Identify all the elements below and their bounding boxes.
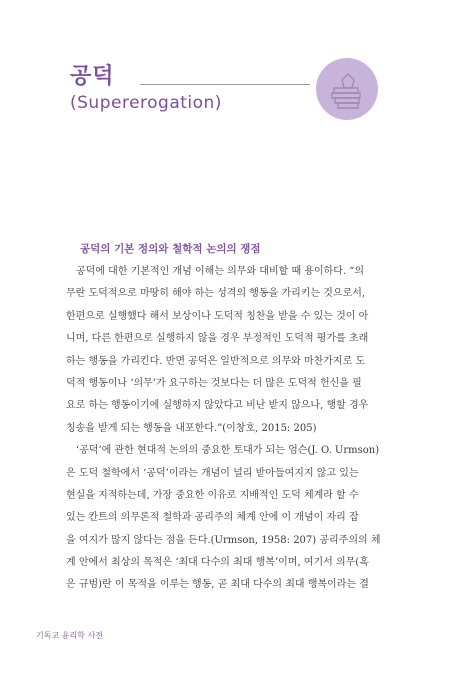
body-line: 하는 행동을 가리킨다. 반면 공덕은 일반적으로 의무와 마찬가지로 도 xyxy=(66,355,366,367)
body-line: 칭송을 받게 되는 행동을 내포한다.”(이창호, 2015: 205) xyxy=(66,422,317,434)
body-line: 니며, 다른 한편으로 실행하지 않을 경우 부정적인 도덕적 평가를 초래 xyxy=(66,333,369,345)
body-line: 요로 하는 행동이기에 실행하지 않았다고 비난 받지 않으나, 행할 경우 xyxy=(66,400,369,412)
entry-title-block xyxy=(70,64,222,114)
body-line: 계 안에서 최상의 목적은 ‘최대 다수의 최대 행복’이며, 여기서 의무(혹 xyxy=(66,557,369,569)
body-line: 을 여지가 많지 않다는 점을 든다.(Urmson, 1958: 207) 공리주의의 체 xyxy=(66,534,381,546)
title-divider xyxy=(140,84,310,85)
section-heading: 공덕의 기본 정의와 철학적 논의의 쟁점 xyxy=(80,243,261,255)
entry-title-korean: 공덕 xyxy=(70,64,115,89)
entry-title-english: (Supererogation) xyxy=(70,93,222,113)
body-line: 공덕에 대한 기본적인 개념 이해는 의무와 대비할 때 용이하다. “의 xyxy=(76,266,365,277)
body-line: 은 규범)란 이 목적을 이루는 행동, 곧 최대 다수의 최대 행복이라는 결 xyxy=(66,579,369,591)
body-line: ‘공덕’에 관한 현대적 논의의 중요한 토대가 되는 엄슨(J. O. Urmson) xyxy=(76,445,380,457)
body-line: 한편으로 실행했다 해서 보상이나 도덕적 칭찬을 받을 수 있는 것이 아 xyxy=(66,310,369,322)
running-footer: 기독교 윤리학 사전 xyxy=(36,631,103,640)
body-line: 있는 칸트의 의무론적 철학과 공리주의 체계 안에 이 개념이 자리 잡 xyxy=(66,512,359,524)
book-stack-emblem xyxy=(316,58,378,120)
body-line: 은 도덕 철학에서 ‘공덕’이라는 개념이 널리 받아들여지지 않고 있는 xyxy=(66,467,359,479)
body-line: 현실을 지적하는데, 가장 중요한 이유로 지배적인 도덕 체계라 할 수 xyxy=(66,489,359,501)
entry-body xyxy=(66,261,402,597)
books-icon xyxy=(316,58,378,120)
body-line: 덕적 행동이나 ‘의무’가 요구하는 것보다는 더 많은 도덕적 헌신을 필 xyxy=(66,377,362,389)
body-line: 무란 도덕적으로 마땅히 해야 하는 성격의 행동을 가리키는 것으로서, xyxy=(66,288,366,300)
